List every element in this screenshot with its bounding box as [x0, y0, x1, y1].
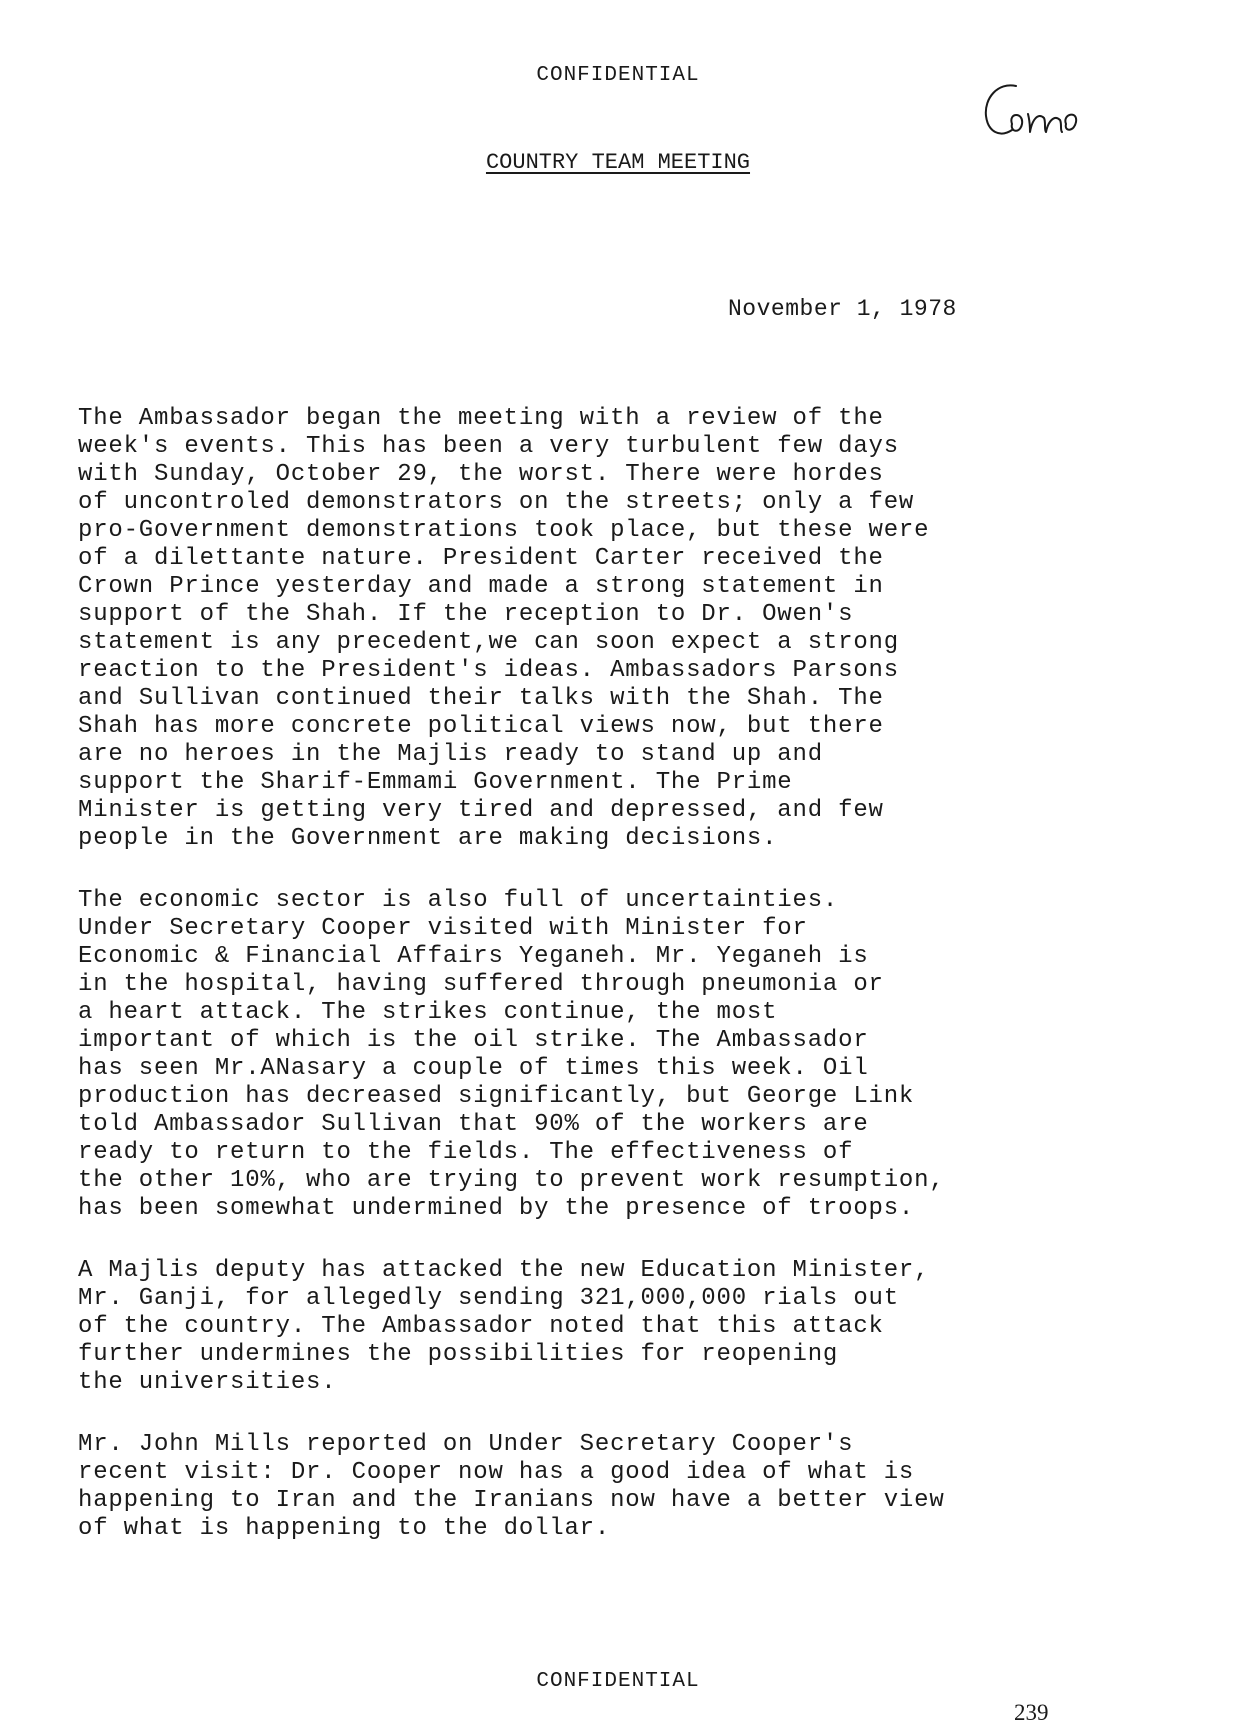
meeting-title-text: COUNTRY TEAM MEETING [485, 150, 751, 175]
meeting-title [0, 150, 1236, 175]
memo-body [78, 405, 1068, 1577]
handwritten-conf-annotation [978, 76, 1098, 146]
memo-date: November 1, 1978 [728, 296, 957, 322]
paragraph-economic-sector: The economic sector is also full of uncertainties. Under Secretary Cooper visited with Minister for Economic & Financial Affairs Yeganeh. Mr. Yeganeh is in the hospital, having suffered through pneumonia or a heart attack. The strikes continue, the most important of which is the oil strike. The Ambassador has seen Mr.ANasary a couple of times this week. Oil production has decreased significantly, but George Link told Ambassador Sullivan that 90% of the workers are ready to return to the fields. The effectiveness of the other 10%, who are trying to prevent work resumption, has been somewhat undermined by the presence of troops. [78, 887, 945, 1222]
paragraph-political-events: The Ambassador began the meeting with a review of the week's events. This has been a very turbulent few days with Sunday, October 29, the worst. There were hordes of uncontroled demonstrators on the streets; only a few pro-Government demonstrations took place, but these were of a dilettante nature. President Carter received the Crown Prince yesterday and made a strong statement in support of the Shah. If the reception to Dr. Owen's statement is any precedent,we can soon expect a strong reaction to the President's ideas. Ambassadors Parsons and Sullivan continued their talks with the Shah. The Shah has more concrete political views now, but there are no heroes in the Majlis ready to stand up and support the Sharif-Emmami Government. The Prime Minister is getting very tired and depressed, and few people in the Government are making decisions. [78, 405, 930, 852]
classification-header: CONFIDENTIAL [536, 64, 700, 87]
classification-footer: CONFIDENTIAL [536, 1670, 700, 1693]
page-number: 239 [1014, 1700, 1049, 1725]
paragraph-cooper-visit: Mr. John Mills reported on Under Secretary Cooper's recent visit: Dr. Cooper now has a good idea of what is happening to Iran and the Iranians now have a better view of what is happening to the dollar. [78, 1431, 945, 1542]
paragraph-majlis-education: A Majlis deputy has attacked the new Education Minister, Mr. Ganji, for allegedly sending 321,000,000 rials out of the country. The Ambassador noted that this attack further undermines the possibilities for reopening the universities. [78, 1257, 930, 1396]
